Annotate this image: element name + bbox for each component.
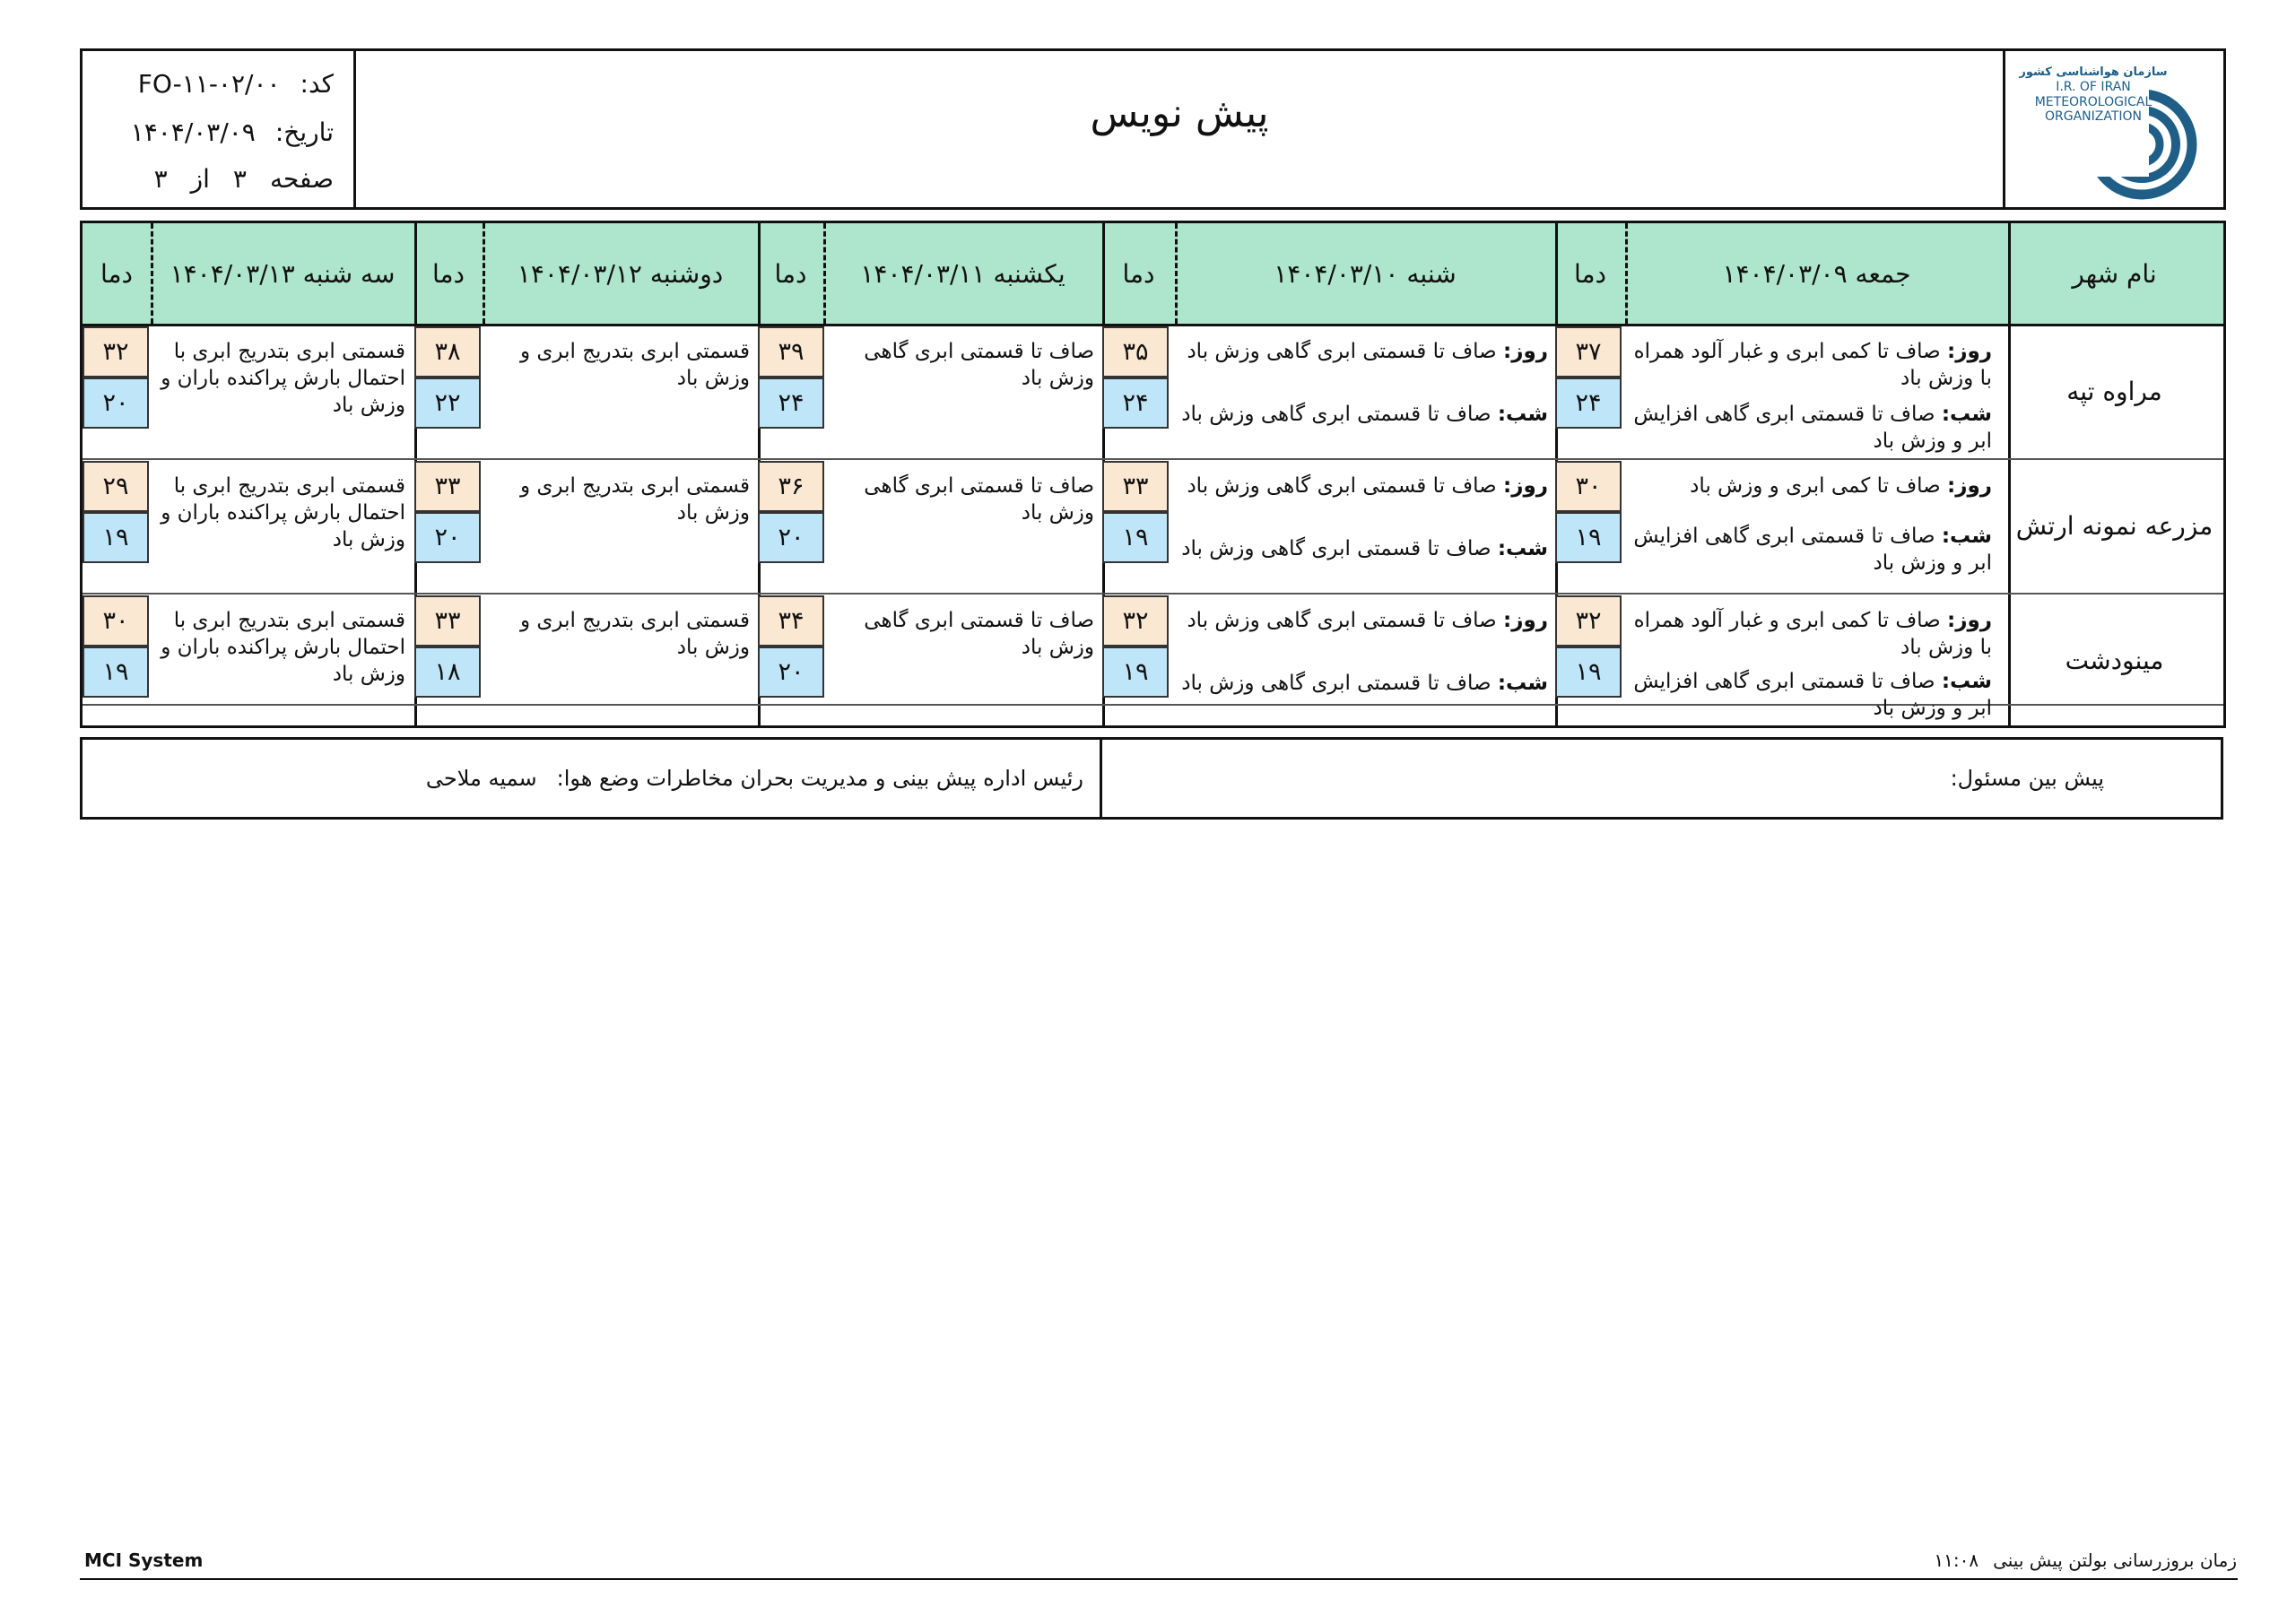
min-temp: ۱۸ — [414, 647, 481, 698]
night-label: شب: — [1497, 537, 1548, 560]
max-temp: ۳۳ — [414, 461, 481, 512]
max-temp: ۳۲ — [83, 326, 149, 378]
day-forecast — [1178, 338, 1548, 365]
page-row — [102, 161, 334, 196]
day-label: روز: — [1503, 609, 1548, 632]
min-temp: ۱۹ — [83, 647, 149, 698]
night-forecast — [1178, 670, 1548, 697]
day-forecast — [1178, 607, 1548, 634]
forecast-text: قسمتی ابری بتدریج ابری با احتمال بارش پراکنده باران و وزش باد — [161, 609, 405, 686]
head-signature — [426, 740, 1083, 817]
day-label: روز: — [1947, 474, 1992, 498]
night-label: شب: — [1941, 403, 1992, 426]
max-temp: ۳۳ — [414, 595, 481, 647]
logo-text-en-2: METEOROLOGICAL — [2034, 95, 2152, 109]
forecast-text: قسمتی ابری بتدریج ابری و وزش باد — [519, 474, 750, 525]
max-temp: ۳۶ — [758, 461, 824, 512]
header-dash-divider — [1175, 223, 1178, 324]
date-label: تاریخ: — [274, 117, 334, 147]
header-dash-divider — [151, 223, 153, 324]
day-forecast-text: صاف تا کمی ابری و غبار آلود همراه با وزش باد — [1633, 609, 1992, 659]
forecast-table — [80, 221, 2226, 728]
day-forecast — [1178, 473, 1548, 499]
max-temp: ۳۵ — [1102, 326, 1169, 378]
signature-box — [80, 737, 2223, 820]
night-forecast-text: صاف تا قسمتی ابری گاهی وزش باد — [1181, 537, 1492, 560]
signature-divider — [1100, 740, 1102, 817]
head-name: سمیه ملاحی — [425, 766, 537, 791]
day-label: روز: — [1503, 474, 1548, 498]
head-title: رئیس اداره پیش بینی و مدیریت بحران مخاطرات وضع هوا: — [556, 766, 1083, 791]
date-value: ۱۴۰۴/۰۳/۰۹ — [130, 117, 256, 147]
logo-text-en-1: I.R. OF IRAN — [2056, 80, 2131, 94]
day-label: روز: — [1947, 340, 1992, 363]
max-temp: ۳۰ — [83, 595, 149, 647]
logo-text-fa: سازمان هواشناسی کشور — [2019, 65, 2168, 79]
header-temp-1: دما — [1574, 258, 1606, 289]
max-temp: ۳۲ — [1102, 595, 1169, 647]
max-temp: ۳۹ — [758, 326, 824, 378]
header-temp-5: دما — [100, 258, 133, 289]
logo-cell — [2003, 51, 2223, 207]
max-temp: ۳۷ — [1555, 326, 1622, 378]
forecast-text: صاف تا قسمتی ابری گاهی وزش باد — [864, 609, 1094, 659]
forecast-text: صاف تا قسمتی ابری گاهی وزش باد — [864, 474, 1094, 525]
night-forecast — [1178, 535, 1548, 562]
night-forecast-text: صاف تا قسمتی ابری گاهی وزش باد — [1181, 672, 1492, 695]
system-name: MCI System — [84, 1549, 204, 1571]
forecast-text: قسمتی ابری بتدریج ابری و وزش باد — [519, 340, 750, 390]
forecast-text: قسمتی ابری بتدریج ابری و وزش باد — [519, 609, 750, 659]
date-row — [102, 114, 334, 150]
min-temp: ۱۹ — [1555, 512, 1622, 563]
min-temp: ۲۰ — [414, 512, 481, 563]
min-temp: ۱۹ — [1102, 647, 1169, 698]
forecast-text: صاف تا قسمتی ابری گاهی وزش باد — [864, 340, 1094, 390]
row-divider — [83, 593, 2223, 595]
max-temp: ۳۲ — [1555, 595, 1622, 647]
page-total: ۳ — [153, 163, 168, 194]
day-forecast — [1630, 338, 1992, 392]
day-forecast-text: صاف تا قسمتی ابری گاهی وزش باد — [1187, 609, 1497, 632]
update-label: زمان بروزرسانی بولتن پیش بینی — [1993, 1549, 2237, 1571]
update-time — [1934, 1549, 2237, 1571]
update-time-value: ۱۱:۰۸ — [1934, 1549, 1979, 1571]
table-header-row — [83, 223, 2223, 326]
night-forecast-text: صاف تا قسمتی ابری گاهی وزش باد — [1181, 403, 1492, 426]
max-temp: ۲۹ — [83, 461, 149, 512]
day-forecast — [1630, 473, 1992, 499]
page-of: از — [190, 163, 210, 194]
min-temp: ۱۹ — [1555, 647, 1622, 698]
header-day-3: یکشنبه ۱۴۰۴/۰۳/۱۱ — [860, 258, 1065, 289]
min-temp: ۲۴ — [1102, 378, 1169, 429]
max-temp: ۳۸ — [414, 326, 481, 378]
max-temp: ۳۴ — [758, 595, 824, 647]
document-meta — [83, 51, 356, 207]
city-name: مینودشت — [2065, 645, 2164, 675]
min-temp: ۲۰ — [758, 647, 824, 698]
header-day-2: شنبه ۱۴۰۴/۰۳/۱۰ — [1274, 258, 1457, 289]
footer-rule — [80, 1578, 2238, 1580]
day-forecast — [1630, 607, 1992, 661]
logo-text-en-3: ORGANIZATION — [2044, 109, 2143, 124]
header-city: نام شهر — [2072, 258, 2157, 289]
night-forecast-text: صاف تا قسمتی ابری گاهی افزایش ابر و وزش باد — [1633, 525, 1992, 575]
day-label: روز: — [1947, 609, 1992, 632]
meteorological-organization-logo — [2005, 51, 2223, 207]
day-forecast-text: صاف تا قسمتی ابری گاهی وزش باد — [1187, 474, 1497, 498]
min-temp: ۲۴ — [758, 378, 824, 429]
forecast-text: قسمتی ابری بتدریج ابری با احتمال بارش پراکنده باران و وزش باد — [161, 474, 405, 551]
document-header — [80, 48, 2226, 210]
max-temp: ۳۰ — [1555, 461, 1622, 512]
night-forecast-text: صاف تا قسمتی ابری گاهی افزایش ابر و وزش باد — [1633, 403, 1992, 453]
min-temp: ۲۲ — [414, 378, 481, 429]
header-dash-divider — [483, 223, 485, 324]
night-forecast — [1178, 401, 1548, 428]
code-row — [102, 65, 334, 101]
day-forecast-text: صاف تا قسمتی ابری گاهی وزش باد — [1187, 340, 1497, 363]
day-forecast-text: صاف تا کمی ابری و وزش باد — [1690, 474, 1941, 498]
max-temp: ۳۳ — [1102, 461, 1169, 512]
header-dash-divider — [1625, 223, 1628, 324]
forecast-text: قسمتی ابری بتدریج ابری با احتمال بارش پراکنده باران و وزش باد — [161, 340, 405, 417]
document-title: پیش نویس — [1090, 91, 1269, 136]
header-dash-divider — [823, 223, 826, 324]
night-label: شب: — [1941, 525, 1992, 548]
header-day-5: سه شنبه ۱۴۰۴/۰۳/۱۳ — [170, 258, 396, 289]
day-label: روز: — [1503, 340, 1548, 363]
night-forecast-text: صاف تا قسمتی ابری گاهی افزایش ابر و وزش باد — [1633, 670, 1992, 720]
night-label: شب: — [1497, 672, 1548, 695]
day-forecast-text: صاف تا کمی ابری و غبار آلود همراه با وزش باد — [1633, 340, 1992, 390]
header-day-4: دوشنبه ۱۴۰۴/۰۳/۱۲ — [517, 258, 724, 289]
min-temp: ۲۰ — [758, 512, 824, 563]
min-temp: ۱۹ — [83, 512, 149, 563]
header-temp-2: دما — [1122, 258, 1155, 289]
night-label: شب: — [1941, 670, 1992, 693]
night-forecast — [1630, 523, 1992, 577]
header-temp-4: دما — [432, 258, 465, 289]
night-label: شب: — [1497, 403, 1548, 426]
night-forecast — [1630, 401, 1992, 455]
header-day-1: جمعه ۱۴۰۴/۰۳/۰۹ — [1722, 258, 1911, 289]
min-temp: ۲۰ — [83, 378, 149, 429]
page-label: صفحه — [269, 163, 334, 194]
forecaster-label: پیش بین مسئول: — [1950, 766, 2104, 791]
header-temp-3: دما — [774, 258, 807, 289]
night-forecast — [1630, 668, 1992, 722]
page-current: ۳ — [232, 163, 247, 194]
row-divider — [83, 458, 2223, 460]
code-label: کد: — [300, 68, 334, 99]
city-name: مزرعه نمونه ارتش — [2015, 510, 2213, 541]
min-temp: ۲۴ — [1555, 378, 1622, 429]
min-temp: ۱۹ — [1102, 512, 1169, 563]
code-value: FO-۱۱-۰۲/۰۰ — [137, 68, 281, 99]
city-name: مراوه تپه — [2066, 376, 2162, 406]
